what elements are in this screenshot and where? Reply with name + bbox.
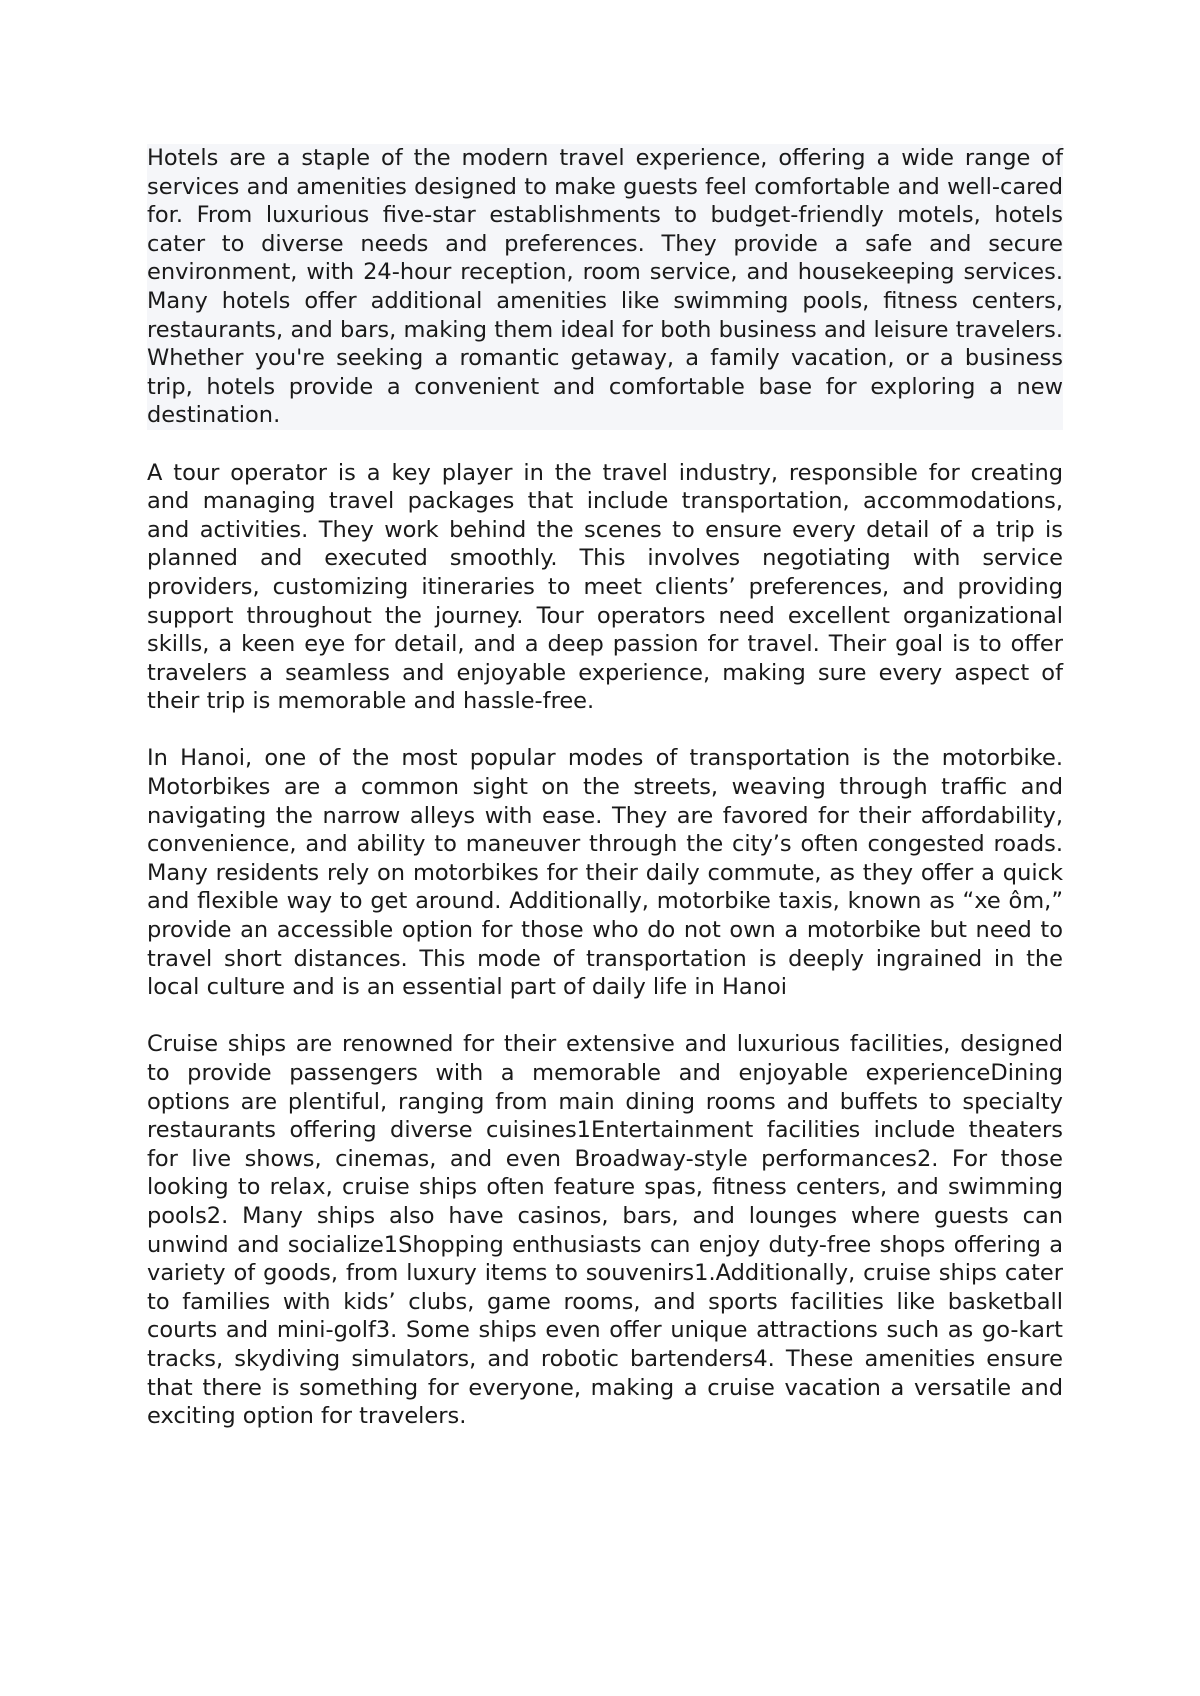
paragraph-hanoi-motorbike: In Hanoi, one of the most popular modes of transportation is the motorbike. Motorbikes are a common sight on the streets, weaving through traffic and navigating the narrow alleys with ease. They are favored for their affordability, convenience, and ability to maneuver through the city’s often congested roads. Many residents rely on motorbikes for their daily commute, as they offer a quick and flexible way to get around. Additionally, motorbike taxis, known as “xe ôm,” provide an accessible option for those who do not own a motorbike but need to travel short distances. This mode of transportation is deeply ingrained in the local culture and is an essential part of daily life in Hanoi	[147, 745, 1063, 1001]
paragraph-cruise-ships: Cruise ships are renowned for their extensive and luxurious facilities, designed to provide passengers with a memorable and enjoyable experienceDining options are plentiful, ranging from main dining rooms and buffets to specialty restaurants offering diverse cuisines1Entertainment facilities include theaters for live shows, cinemas, and even Broadway-style performances2. For those looking to relax, cruise ships often feature spas, fitness centers, and swimming pools2. Many ships also have casinos, bars, and lounges where guests can unwind and socialize1Shopping enthusiasts can enjoy duty-free shops offering a variety of goods, from luxury items to souvenirs1.Additionally, cruise ships cater to families with kids’ clubs, game rooms, and sports facilities like basketball courts and mini-golf3. Some ships even offer unique attractions such as go-kart tracks, skydiving simulators, and robotic bartenders4. These amenities ensure that there is something for everyone, making a cruise vacation a versatile and exciting option for travelers.	[147, 1031, 1063, 1430]
paragraph-hotels: Hotels are a staple of the modern travel experience, offering a wide range of services and amenities designed to make guests feel comfortable and well-cared for. From luxurious five-star establishments to budget-friendly motels, hotels cater to diverse needs and preferences. They provide a safe and secure environment, with 24-hour reception, room service, and housekeeping services. Many hotels offer additional amenities like swimming pools, fitness centers, restaurants, and bars, making them ideal for both business and leisure travelers. Whether you're seeking a romantic getaway, a family vacation, or a business trip, hotels provide a convenient and comfortable base for exploring a new destination.	[147, 145, 1063, 429]
document-page	[147, 144, 1063, 1459]
paragraph-tour-operator: A tour operator is a key player in the travel industry, responsible for creating and managing travel packages that include transportation, accommodations, and activities. They work behind the scenes to ensure every detail of a trip is planned and executed smoothly. This involves negotiating with service providers, customizing itineraries to meet clients’ preferences, and providing support throughout the journey. Tour operators need excellent organizational skills, a keen eye for detail, and a deep passion for travel. Their goal is to offer travelers a seamless and enjoyable experience, making sure every aspect of their trip is memorable and hassle-free.	[147, 459, 1063, 715]
